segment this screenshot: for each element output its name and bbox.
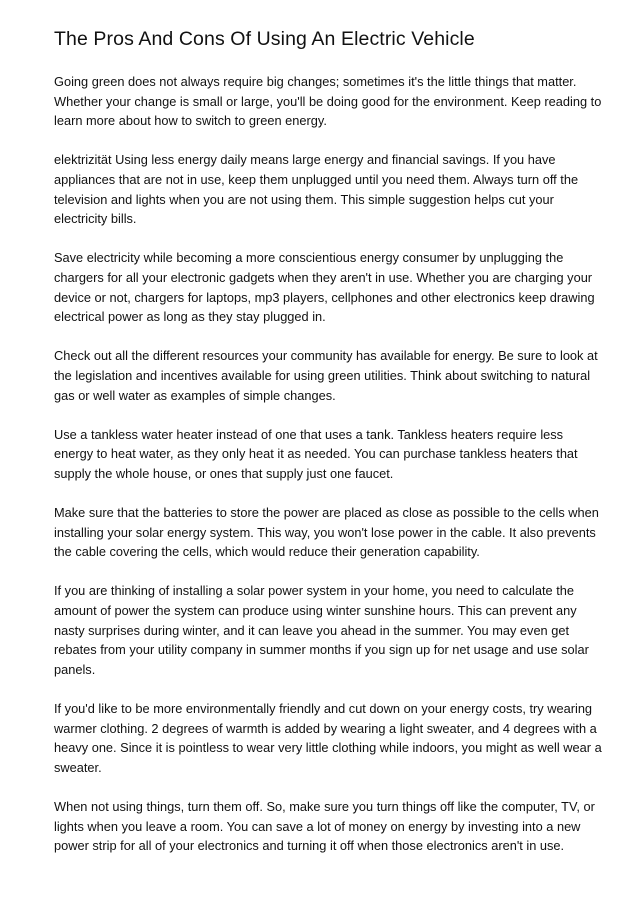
paragraph-tankless-heater: Use a tankless water heater instead of one that uses a tank. Tankless heaters require less energy to heat water, as they only heat it as needed. You can purchase tankless heaters that supply the whole house, or ones that supply just one faucet.	[54, 426, 578, 481]
paragraph-intro: Going green does not always require big changes; sometimes it's the little things that matter. Whether your change is small or large, you'll be doing good for the environment. Keep reading to learn more about how to switch to green energy.	[54, 74, 602, 129]
paragraph-battery-placement: Make sure that the batteries to store the power are placed as close as possible to the cells when installing your solar energy system. This way, you won't lose power in the cable. It also prevents the cable covering the cells, which would reduce their generation capability.	[54, 505, 599, 560]
page-title: The Pros And Cons Of Using An Electric Vehicle	[54, 28, 475, 50]
paragraph-community-resources: Check out all the different resources your community has available for energy. Be sure to look at the legislation and incentives available for using green utilities. Think about switching to natural gas or well water as examples of simple changes.	[54, 348, 598, 403]
paragraph-turn-off-things: When not using things, turn them off. So, make sure you turn things off like the computer, TV, or lights when you leave a room. You can save a lot of money on energy by investing into a new power strip for all of your electronics and turning it off when those electronics aren't in use.	[54, 798, 595, 854]
paragraph-solar-winter: If you are thinking of installing a solar power system in your home, you need to calculate the amount of power the system can produce using winter sunshine hours. This can prevent any nasty surprises during winter, and it can leave you ahead in the summer. You may even get rebates from your utility company in summer months if you sign up for net usage and use solar panels.	[54, 583, 589, 677]
document-page	[54, 26, 602, 875]
paragraph-energy-savings: elektrizität Using less energy daily means large energy and financial savings. If you have appliances that are not in use, keep them unplugged until you need them. Always turn off the television and lights when you are not using them. This simple suggestion helps cut your electricity bills.	[54, 152, 579, 227]
paragraph-unplug-chargers: Save electricity while becoming a more conscientious energy consumer by unplugging the chargers for all your electronic gadgets when they aren't in use. Whether you are charging your device or not, chargers for laptops, mp3 players, cellphones and other electronics keep drawing electrical power as long as they stay plugged in.	[54, 250, 595, 325]
paragraph-warmer-clothing: If you'd like to be more environmentally friendly and cut down on your energy costs, try wearing warmer clothing. 2 degrees of warmth is added by wearing a light sweater, and 4 degrees with a heavy one. Since it is pointless to wear very little clothing while indoors, you might as well wear a sweater.	[54, 701, 602, 775]
